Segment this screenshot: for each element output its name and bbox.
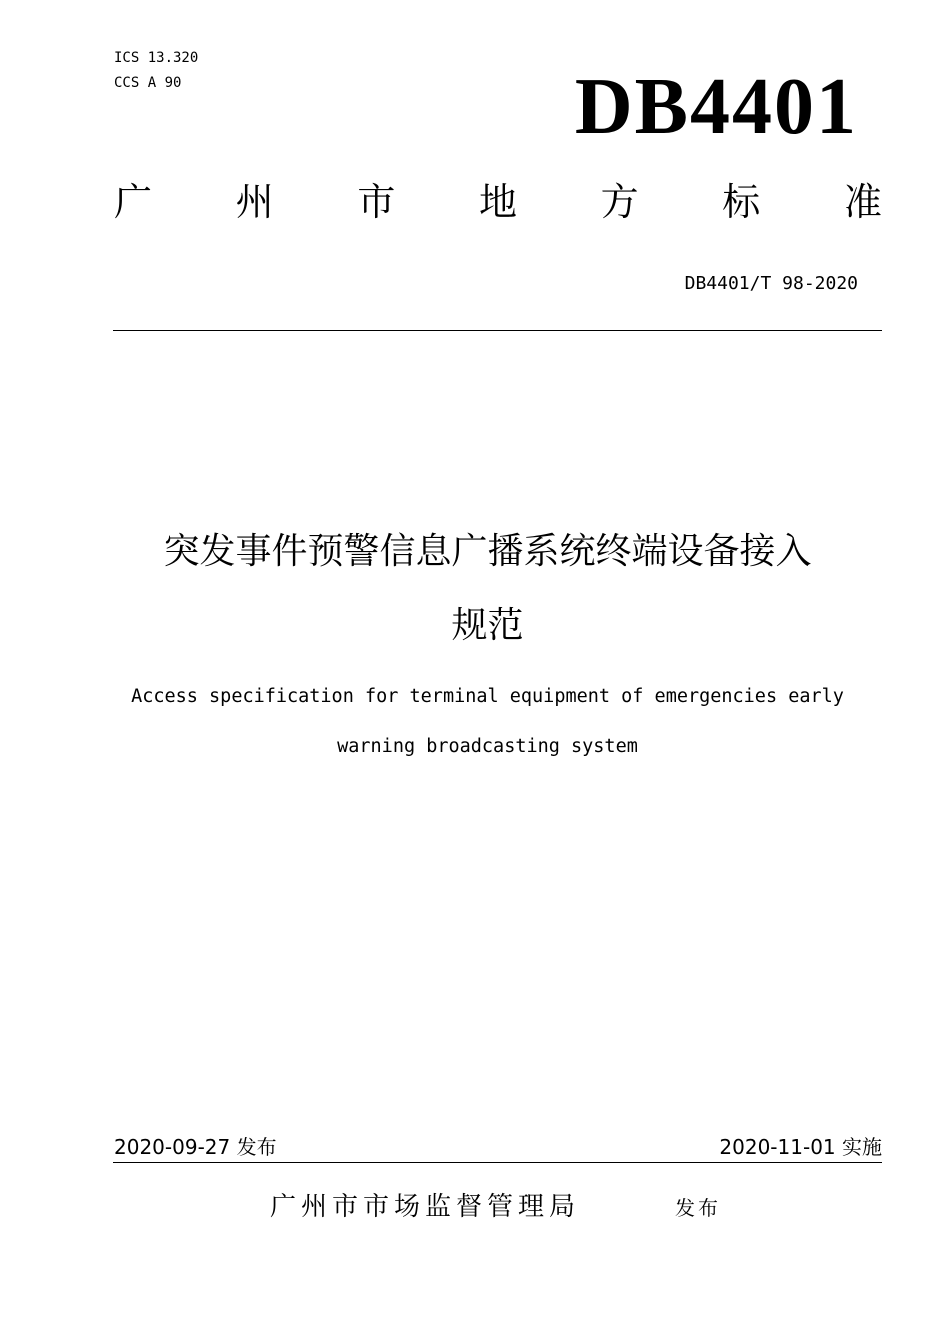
- ccs-code: CCS A 90: [114, 75, 182, 91]
- standard-type-char: 标: [722, 180, 761, 224]
- ics-code: ICS 13.320: [114, 50, 199, 66]
- title-chinese-line-1: 突发事件预警信息广播系统终端设备接入: [163, 531, 812, 572]
- standard-type-char: 地: [478, 180, 517, 224]
- standard-number: DB4401/T 98-2020: [684, 273, 858, 294]
- title-english-line-2: warning broadcasting system: [337, 736, 638, 757]
- standard-type-char: 广: [114, 180, 153, 224]
- publisher-name: 广州市市场监督管理局: [270, 1192, 581, 1222]
- divider-bottom: [113, 1162, 882, 1163]
- standard-type-char: 方: [600, 180, 639, 224]
- publish-label: 发布: [675, 1196, 721, 1220]
- implementation-date: 2020-11-01 实施: [719, 1135, 882, 1159]
- divider-top: [113, 330, 882, 331]
- standard-type-char: 准: [843, 180, 882, 224]
- standard-code-large: DB4401: [574, 63, 858, 151]
- standard-type-heading: [114, 176, 882, 228]
- standard-type-char: 市: [357, 180, 396, 224]
- issue-date: 2020-09-27 发布: [114, 1135, 277, 1159]
- title-english-line-1: Access specification for terminal equipment of emergencies early: [131, 686, 844, 707]
- standard-type-char: 州: [235, 180, 274, 224]
- title-chinese-line-2: 规范: [451, 605, 524, 646]
